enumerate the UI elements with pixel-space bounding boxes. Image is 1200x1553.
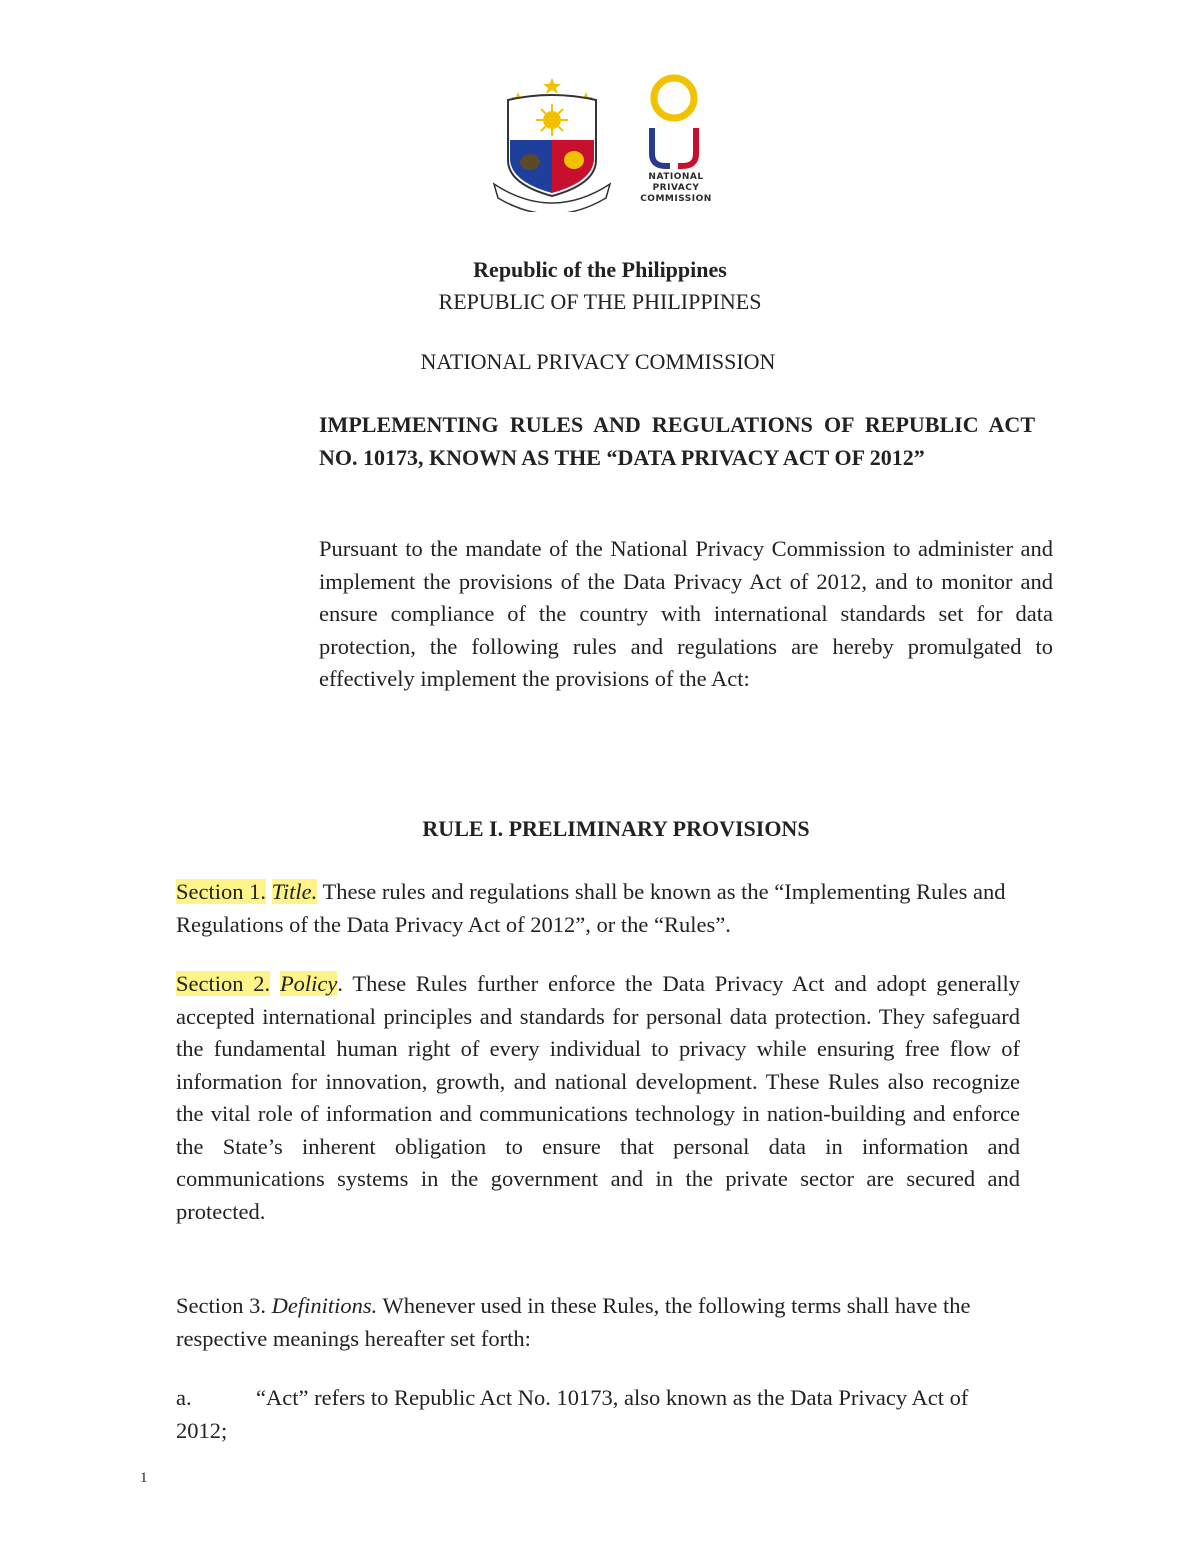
header-commission: NATIONAL PRIVACY COMMISSION xyxy=(420,349,776,374)
section-1-text: These rules and regulations shall be known as the “Implementing Rules and Regulations of the Data Privacy Act of 2012”, or the “Rules”. xyxy=(176,879,1006,937)
header-republic-caps: REPUBLIC OF THE PHILIPPINES xyxy=(438,289,762,314)
section-2-text: . These Rules further enforce the Data Privacy Act and adopt generally accepted international principles and standards for personal data protection. They safeguard the fundamental human right of every individual to privacy while ensuring free flow of information for innovation, growth, and national development. These Rules also recognize the vital role of information and communications technology in nation-building and enforce the State’s inherent obligation to ensure that personal data in information and communications systems in the government and in the private sector are secured and protected. xyxy=(176,971,1020,1224)
pursuant-paragraph: Pursuant to the mandate of the National Privacy Commission to administer and implement the provisions of the Data Privacy Act of 2012, and to monitor and ensure compliance of the country with international standards set for data protection, the following rules and regulations are hereby promulgated to effectively implement the provisions of the Act: xyxy=(319,536,1053,691)
document-title: IMPLEMENTING RULES AND REGULATIONS OF REPUBLIC ACT NO. 10173, KNOWN AS THE “DATA PRIVACY ACT OF 2012” xyxy=(319,412,1035,470)
section-1-title: Title. xyxy=(271,879,318,904)
section-2-label: Section 2. xyxy=(176,971,271,996)
section-3-label: Section 3. xyxy=(176,1293,266,1318)
page-number: 1 xyxy=(140,1470,148,1486)
definition-a xyxy=(176,1382,1006,1447)
section-2 xyxy=(176,968,1020,1228)
definition-a-marker: a. xyxy=(176,1385,192,1410)
section-3-title: Definitions. xyxy=(271,1293,378,1318)
header-republic-title: Republic of the Philippines xyxy=(473,257,727,282)
rule-heading: RULE I. PRELIMINARY PROVISIONS xyxy=(422,816,810,841)
section-2-title: Policy xyxy=(279,971,338,996)
section-1 xyxy=(176,876,1020,941)
philippine-seal-logo xyxy=(488,72,616,212)
definition-a-text: “Act” refers to Republic Act No. 10173, also known as the Data Privacy Act of 2012; xyxy=(176,1385,969,1443)
section-3 xyxy=(176,1290,996,1355)
section-1-label: Section 1. xyxy=(176,879,266,904)
section-3-text: Whenever used in these Rules, the following terms shall have the respective meanings hereafter set forth: xyxy=(176,1293,971,1351)
npc-logo-text: NATIONAL PRIVACY COMMISSION xyxy=(640,172,712,204)
